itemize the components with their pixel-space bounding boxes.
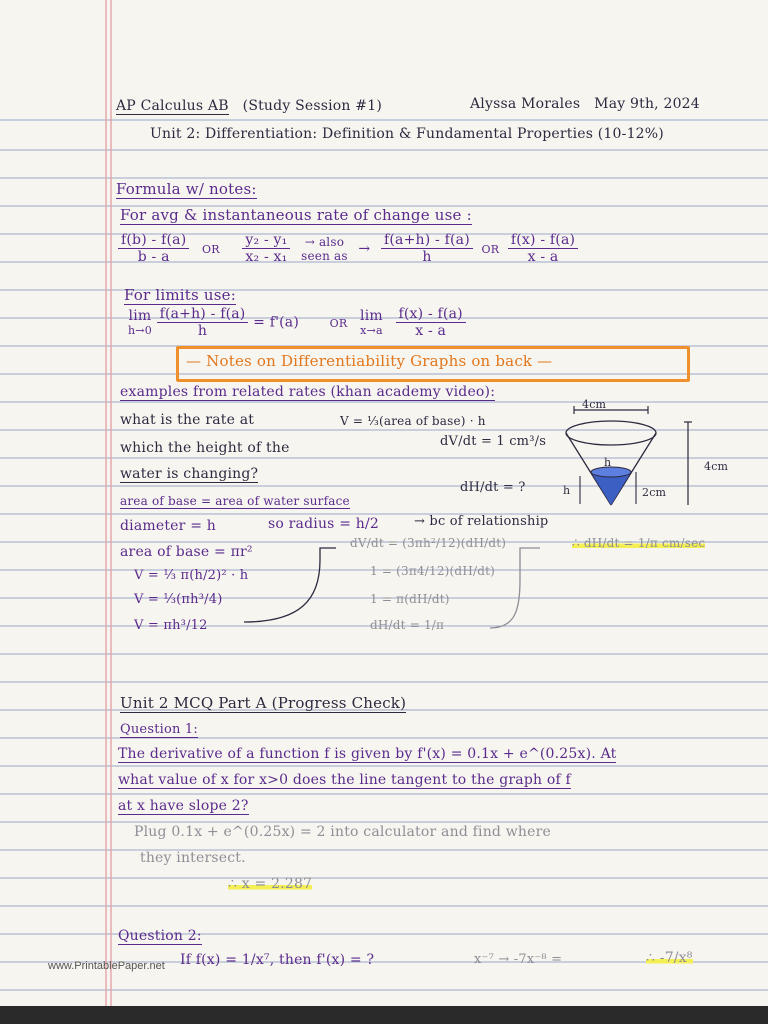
water-radius-label: h	[604, 456, 612, 469]
question-1-work-2: they intersect.	[140, 850, 246, 866]
diameter-note: diameter = h	[120, 518, 216, 534]
derivative-step-4: dH/dt = 1/π	[370, 618, 445, 632]
limit-h-fraction: $\frac{f(a+h) - f(a)}{h}$	[157, 306, 249, 339]
question-1-text-2: what value of x for x>0 does the line tangent to the graph of f	[118, 772, 571, 788]
notes-callout-text: — Notes on Differentiability Graphs on back —	[186, 352, 553, 370]
question-2-work: x⁻⁷ → -7x⁻⁸ =	[474, 952, 563, 967]
author-name: Alyssa Morales	[470, 96, 581, 112]
cone-height-label: 4cm	[704, 460, 729, 473]
difference-quotient-x: $\frac{f(x) - f(a)}{x - a}$	[508, 232, 578, 265]
formula-row-1: $\frac{f(b) - f(a)}{b - a}$ OR $\frac{\text{y₂ - y₁}}{\text{x₂ - x₁}}$ → also seen as → $\frac{f(a+h) - f(a)}{h}$ OR $\frac{f(x) - f(a)}{x - a}$	[118, 232, 578, 265]
limits-line: For limits use:	[124, 286, 236, 304]
water-depth-label: 2cm	[642, 486, 667, 499]
volume-step-1: V = ⅓ π(h/2)² · h	[134, 568, 249, 583]
mcq-heading: Unit 2 MCQ Part A (Progress Check)	[120, 694, 407, 712]
question-1-text-1: The derivative of a function f is given by f'(x) = 0.1x + e^(0.25x). At	[118, 746, 617, 762]
question-2-text: If f(x) = 1/x⁷, then f'(x) = ?	[180, 952, 375, 968]
cone-top-label: 4cm	[582, 398, 607, 411]
printable-paper-watermark: www.PrintablePaper.net	[48, 960, 165, 972]
derivative-step-1: dV/dt = (3πh²/12)(dH/dt)	[350, 536, 507, 550]
question-1-answer: ∴ x = 2.287	[228, 876, 313, 892]
derivative-step-2: 1 = (3π4/12)(dH/dt)	[370, 564, 496, 578]
page-bottom-edge	[0, 1006, 768, 1024]
dv-dt-given: dV/dt = 1 cm³/s	[440, 434, 547, 449]
question-line-2: which the height of the	[120, 440, 290, 456]
volume-formula: V = ⅓(area of base) · h	[340, 414, 486, 428]
base-area-note: area of base = area of water surface	[120, 494, 350, 508]
radius-note: so radius = h/2	[268, 516, 380, 532]
slope-fraction: $\frac{\text{y₂ - y₁}}{\text{x₂ - x₁}}$	[242, 232, 290, 265]
water-height-label: h	[563, 484, 571, 497]
limit-a-fraction: $\frac{f(x) - f(a)}{x - a}$	[396, 306, 466, 339]
question-2-answer: ∴ -7/x⁸	[646, 950, 693, 966]
question-line-1: what is the rate at	[120, 412, 255, 428]
difference-quotient-h: $\frac{f(a+h) - f(a)}{h}$	[381, 232, 473, 265]
question-1-work-1: Plug 0.1x + e^(0.25x) = 2 into calculator and find where	[134, 824, 551, 840]
related-rates-answer: ∴ dH/dt = 1/π cm/sec	[572, 536, 706, 550]
volume-step-2: V = ⅓(πh³/4)	[134, 592, 223, 607]
limit-definition-row: lim h→0 $\frac{f(a+h) - f(a)}{h}$ = f'(a) OR lim x→a $\frac{f(x) - f(a)}{x - a}$	[128, 306, 466, 339]
question-2-label: Question 2:	[118, 928, 202, 944]
base-area-formula: area of base = πr²	[120, 544, 253, 560]
question-1-label: Question 1:	[120, 722, 198, 737]
derivative-step-3: 1 = π(dH/dt)	[370, 592, 450, 606]
session-label: (Study Session #1)	[242, 98, 382, 114]
related-rates-heading: examples from related rates (khan academy video):	[120, 384, 496, 400]
relationship-note: → bc of relationship	[414, 514, 549, 529]
rate-of-change-line: For avg & instantaneous rate of change use :	[120, 206, 472, 224]
question-1-text-3: at x have slope 2?	[118, 798, 249, 814]
date: May 9th, 2024	[594, 96, 700, 112]
avg-rate-fraction: $\frac{f(b) - f(a)}{b - a}$	[118, 232, 189, 265]
formula-heading: Formula w/ notes:	[116, 180, 257, 198]
limit-a: lim x→a	[360, 308, 383, 337]
limit-h: lim h→0	[128, 308, 152, 337]
course-title: AP Calculus AB	[116, 98, 229, 114]
also-seen-as: → also seen as	[301, 234, 348, 263]
question-line-3: water is changing?	[120, 466, 259, 482]
dh-dt-unknown: dH/dt = ?	[460, 480, 526, 495]
unit-title: Unit 2: Differentiation: Definition & Fundamental Properties (10-12%)	[150, 126, 664, 142]
volume-step-3: V = πh³/12	[134, 618, 208, 633]
